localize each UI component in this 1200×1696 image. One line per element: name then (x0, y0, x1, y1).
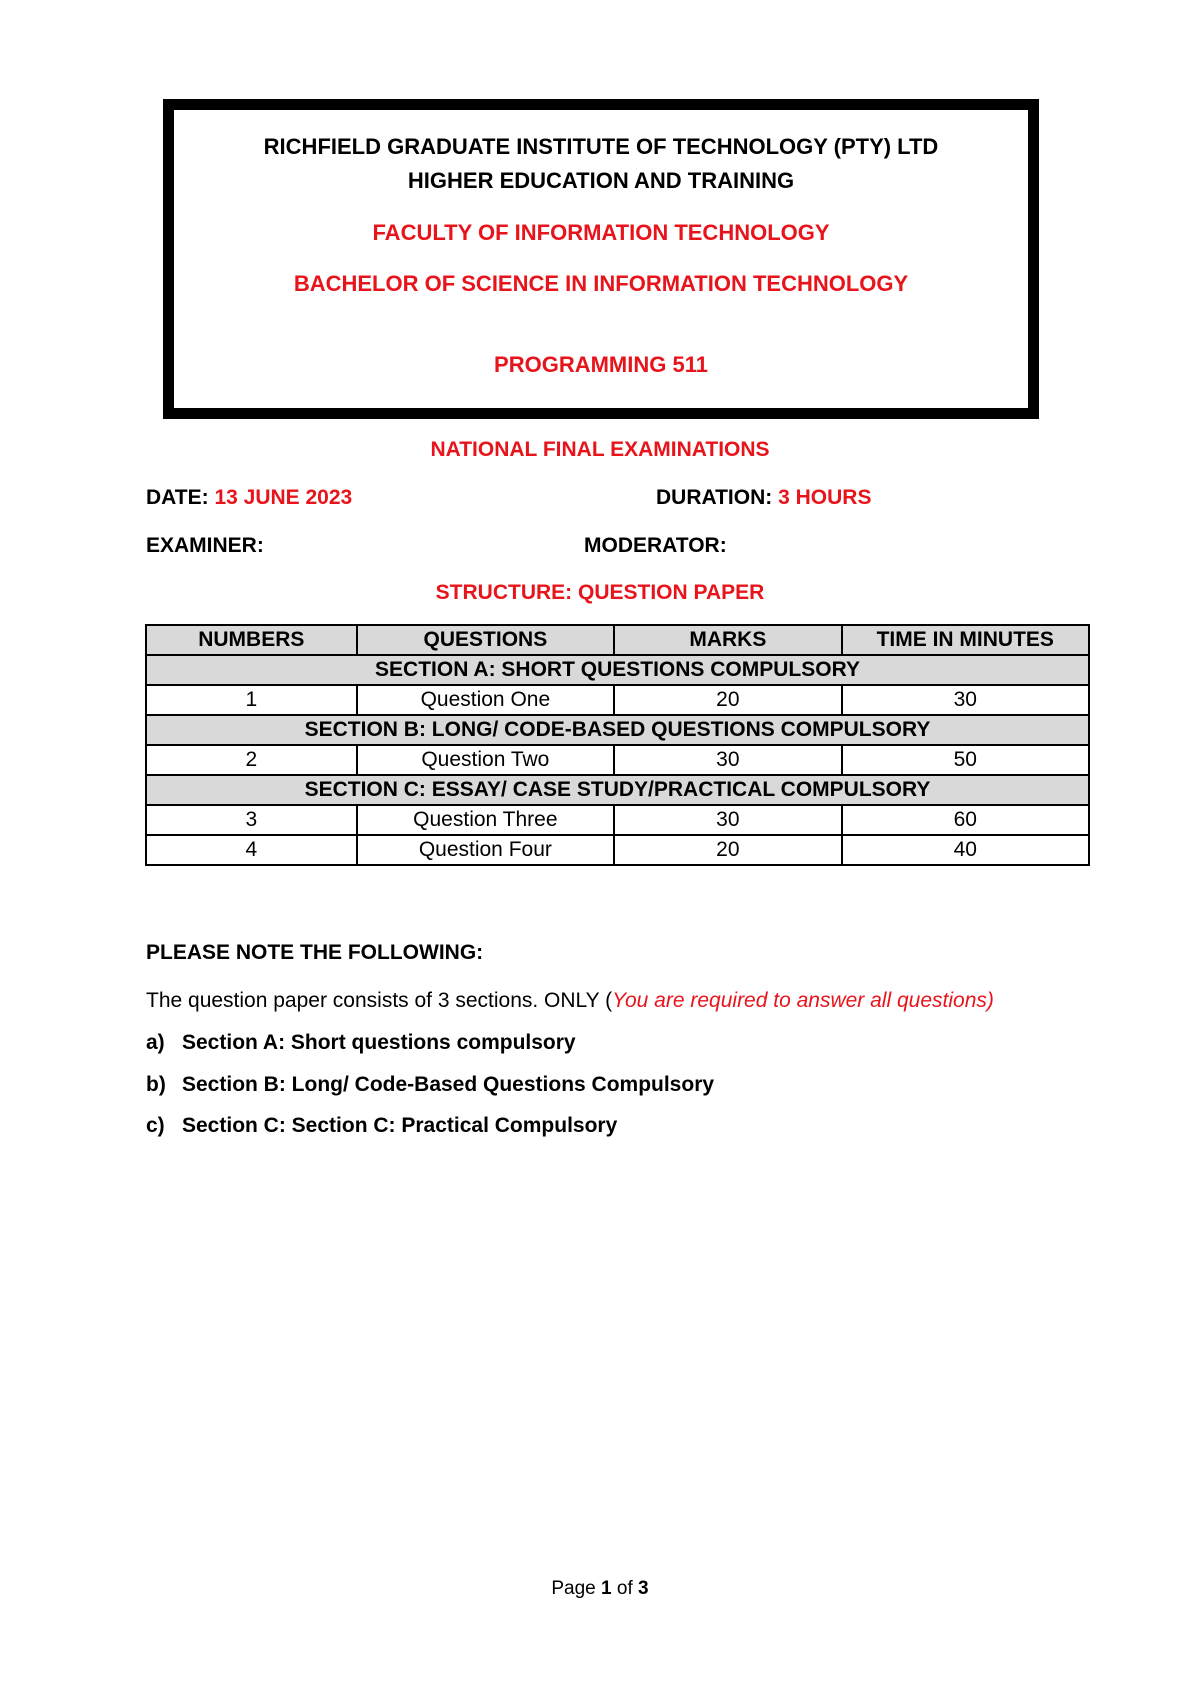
date-line (146, 485, 352, 511)
notes-intro (146, 988, 994, 1014)
column-header: TIME IN MINUTES (842, 625, 1089, 655)
structure-title: STRUCTURE: QUESTION PAPER (435, 581, 765, 604)
question-marks: 30 (614, 805, 841, 835)
list-item (146, 1113, 617, 1139)
institution-name: RICHFIELD GRADUATE INSTITUTE OF TECHNOLOGY (PTY) LTD (263, 134, 939, 159)
exam-title: NATIONAL FINAL EXAMINATIONS (430, 438, 770, 461)
question-name: Question Two (357, 745, 615, 775)
of-word: of (616, 1578, 633, 1599)
question-marks: 20 (614, 685, 841, 715)
table-row (146, 805, 1089, 835)
section-title: SECTION B: LONG/ CODE-BASED QUESTIONS COMPULSORY (146, 715, 1089, 745)
title-box (163, 99, 1039, 419)
list-marker: a) (146, 1031, 165, 1054)
list-item (146, 1030, 576, 1056)
page-footer (0, 1577, 1200, 1601)
page-word: Page (551, 1578, 596, 1599)
question-number: 1 (146, 685, 357, 715)
notes-intro-text: The question paper consists of 3 sections. ONLY ( (146, 989, 613, 1012)
question-time: 30 (842, 685, 1089, 715)
column-header: MARKS (614, 625, 841, 655)
list-marker: c) (146, 1114, 165, 1137)
examiner-label: EXAMINER: (146, 534, 264, 557)
section-title: SECTION C: ESSAY/ CASE STUDY/PRACTICAL COMPULSORY (146, 775, 1089, 805)
question-structure-table (145, 624, 1090, 866)
date-value: 13 JUNE 2023 (214, 486, 353, 509)
degree-name: BACHELOR OF SCIENCE IN INFORMATION TECHNOLOGY (293, 271, 909, 296)
section-title: SECTION A: SHORT QUESTIONS COMPULSORY (146, 655, 1089, 685)
duration-line (656, 485, 871, 511)
institution-subtitle: HIGHER EDUCATION AND TRAINING (407, 168, 795, 193)
duration-value: 3 HOURS (778, 486, 872, 509)
section-row (146, 715, 1089, 745)
question-time: 40 (842, 835, 1089, 865)
question-name: Question Three (357, 805, 615, 835)
notes-intro-emphasis: You are required to answer all questions) (612, 989, 994, 1012)
list-item (146, 1072, 714, 1098)
question-name: Question One (357, 685, 615, 715)
moderator-label: MODERATOR: (584, 534, 727, 557)
faculty-name: FACULTY OF INFORMATION TECHNOLOGY (372, 220, 830, 245)
question-number: 4 (146, 835, 357, 865)
question-name: Question Four (357, 835, 615, 865)
list-item-text: Section A: Short questions compulsory (182, 1031, 576, 1054)
list-item-text: Section C: Section C: Practical Compulsory (182, 1114, 618, 1137)
table-body (146, 625, 1089, 865)
list-marker: b) (146, 1073, 166, 1096)
question-marks: 20 (614, 835, 841, 865)
column-header: QUESTIONS (357, 625, 615, 655)
table-row (146, 835, 1089, 865)
list-item-text: Section B: Long/ Code-Based Questions Compulsory (182, 1073, 715, 1096)
section-row (146, 775, 1089, 805)
notes-heading: PLEASE NOTE THE FOLLOWING: (146, 941, 484, 964)
question-number: 2 (146, 745, 357, 775)
table-row (146, 685, 1089, 715)
question-number: 3 (146, 805, 357, 835)
duration-label: DURATION: (656, 486, 773, 509)
column-header: NUMBERS (146, 625, 357, 655)
question-time: 50 (842, 745, 1089, 775)
page-total: 3 (638, 1578, 649, 1599)
module-name: PROGRAMMING 511 (494, 352, 708, 377)
question-marks: 30 (614, 745, 841, 775)
question-time: 60 (842, 805, 1089, 835)
table-header-row (146, 625, 1089, 655)
table-row (146, 745, 1089, 775)
page-number: 1 (601, 1578, 612, 1599)
section-row (146, 655, 1089, 685)
date-label: DATE: (146, 486, 209, 509)
